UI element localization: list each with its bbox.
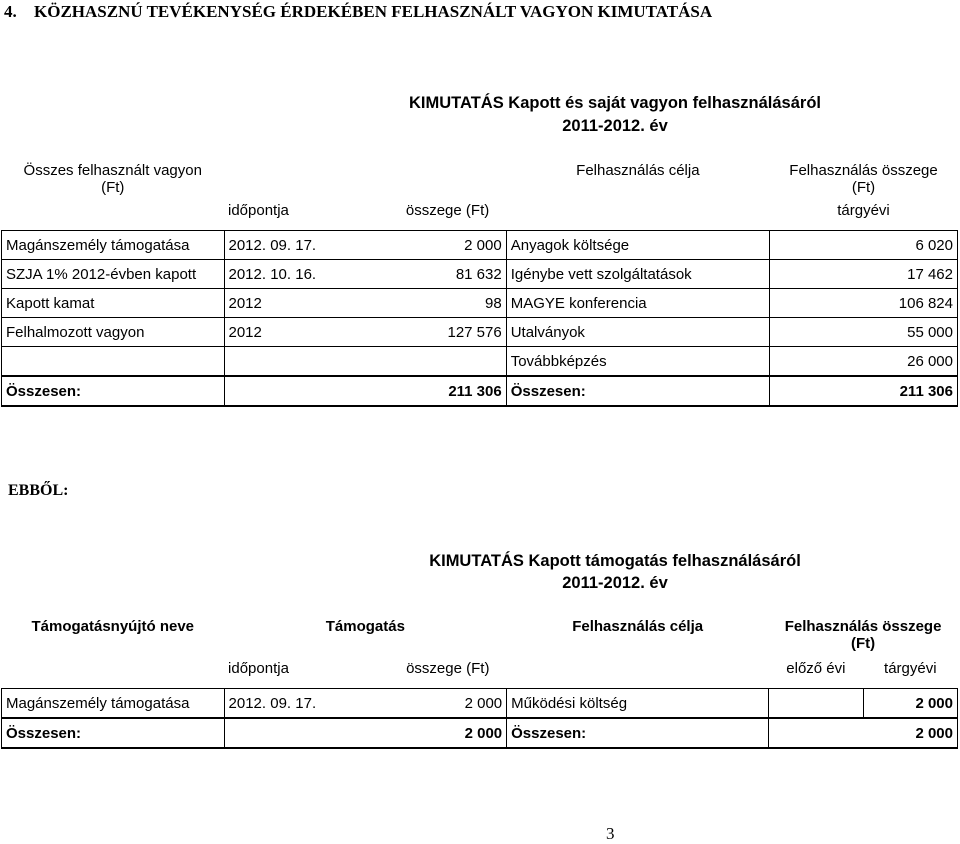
table1-header-row <box>2 162 958 202</box>
table1 <box>1 162 958 407</box>
row-usage: 106 824 <box>770 289 958 318</box>
total-amount: 2 000 <box>224 718 507 748</box>
table1-header-amount: összege (Ft) <box>405 202 490 219</box>
table1-header-current-year: tárgyévi <box>837 202 890 219</box>
table-row <box>2 231 958 260</box>
row-usage: 2 000 <box>863 689 957 719</box>
table2-header-previous-year: előző évi <box>786 660 846 677</box>
row-amount: 2 000 <box>464 236 502 254</box>
row-purpose: Anyagok költsége <box>506 231 769 260</box>
row-source: Kapott kamat <box>2 289 225 318</box>
table1-header-total-used: Összes felhasznált vagyon (Ft) <box>23 162 202 196</box>
section-heading <box>4 2 712 22</box>
table2-header-purpose: Felhasználás célja <box>572 618 704 635</box>
total-usage: 2 000 <box>769 718 958 748</box>
table1-header-purpose: Felhasználás célja <box>576 162 700 179</box>
row-amount: 2 000 <box>464 694 503 712</box>
total-label: Összesen: <box>2 376 225 406</box>
table1-title: KIMUTATÁS Kapott és saját vagyon felhasználásáról <box>409 94 821 112</box>
page-number: 3 <box>606 824 615 843</box>
row-date: 2012 <box>228 323 262 341</box>
row-purpose: Igénybe vett szolgáltatások <box>506 260 769 289</box>
table2-header-support: Támogatás <box>325 618 405 635</box>
total-label: Összesen: <box>2 718 225 748</box>
row-purpose: Továbbképzés <box>506 347 769 377</box>
table2-subheader-row <box>2 660 958 689</box>
table-row <box>2 260 958 289</box>
ebbol-label: EBBŐL: <box>8 482 69 499</box>
table2-year: 2011-2012. év <box>562 574 668 592</box>
row-usage: 6 020 <box>770 231 958 260</box>
table2-header-donor: Támogatásnyújtó neve <box>31 618 195 635</box>
row-usage: 26 000 <box>770 347 958 377</box>
table1-header-date: időpontja <box>228 202 289 219</box>
row-purpose: MAGYE konferencia <box>506 289 769 318</box>
total-amount: 211 306 <box>224 376 506 406</box>
row-amount: 98 <box>485 294 502 312</box>
row-usage: 17 462 <box>770 260 958 289</box>
table2-header-current-year: tárgyévi <box>884 660 937 677</box>
table2-total-row <box>2 718 958 748</box>
row-amount: 81 632 <box>455 265 502 283</box>
section-number: 4. <box>4 2 17 21</box>
table1-subheader-row <box>2 202 958 231</box>
row-date: 2012. 09. 17. <box>228 694 317 712</box>
table2-header-row <box>2 618 958 660</box>
section-title: KÖZHASZNÚ TEVÉKENYSÉG ÉRDEKÉBEN FELHASZNÁLT VAGYON KIMUTATÁSA <box>34 2 713 21</box>
row-prev <box>769 689 863 719</box>
row-source: SZJA 1% 2012-évben kapott <box>2 260 225 289</box>
row-source: Felhalmozott vagyon <box>2 318 225 347</box>
table1-year: 2011-2012. év <box>562 117 668 135</box>
row-source <box>2 347 225 377</box>
table1-header-usage-amount: Felhasználás összege (Ft) <box>789 162 938 196</box>
row-source: Magánszemély támogatása <box>2 231 225 260</box>
table2-header-usage-amount: Felhasználás összege (Ft) <box>784 618 942 652</box>
row-usage: 55 000 <box>770 318 958 347</box>
row-purpose: Működési költség <box>507 689 769 719</box>
table-row <box>2 318 958 347</box>
row-date: 2012. 09. 17. <box>228 236 317 254</box>
table-row <box>2 289 958 318</box>
total-usage: 211 306 <box>770 376 958 406</box>
table2-header-amount: összege (Ft) <box>406 660 490 677</box>
row-amount: 127 576 <box>447 323 502 341</box>
total-label-2: Összesen: <box>506 376 769 406</box>
total-label-2: Összesen: <box>507 718 769 748</box>
row-donor: Magánszemély támogatása <box>2 689 225 719</box>
row-date: 2012. 10. 16. <box>228 265 317 283</box>
row-date: 2012 <box>228 294 262 312</box>
table2 <box>1 618 958 749</box>
row-purpose: Utalványok <box>506 318 769 347</box>
table2-header-date: időpontja <box>228 660 289 677</box>
table-row <box>2 347 958 377</box>
table1-total-row <box>2 376 958 406</box>
table2-title: KIMUTATÁS Kapott támogatás felhasználásáról <box>429 552 801 570</box>
table-row <box>2 689 958 719</box>
